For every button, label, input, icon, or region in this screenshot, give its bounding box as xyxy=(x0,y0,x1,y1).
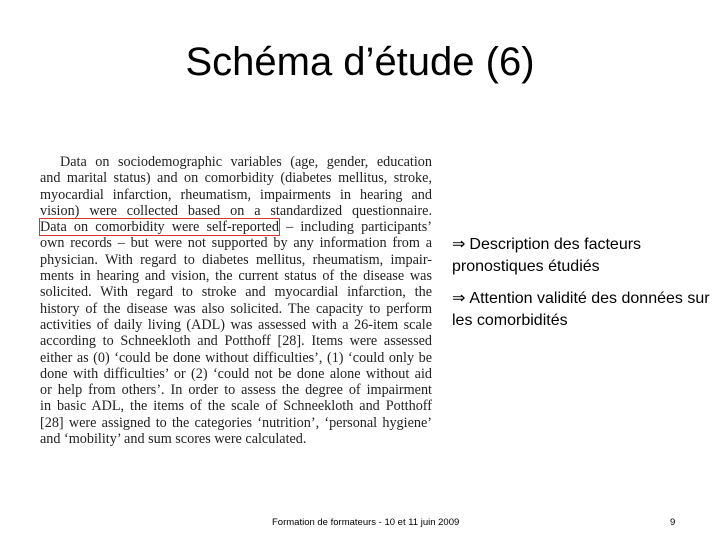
excerpt-line: in basic ADL, the items of the scale of Schneekloth and Potthoff xyxy=(40,398,432,415)
excerpt-line: physician. With regard to diabetes mellitus, rheumatism, impair- xyxy=(40,251,432,268)
excerpt-line: myocardial infarction, rheumatism, impairments in hearing and xyxy=(40,186,432,203)
highlight-box: Data on comorbidity were self-reported xyxy=(40,219,279,236)
excerpt-line: activities of daily living (ADL) was assessed with a 26-item scale xyxy=(40,316,432,333)
excerpt-line: [28] were assigned to the categories ‘nutrition’, ‘personal hygiene’ xyxy=(40,414,432,431)
excerpt-line: done with difficulties’ or (2) ‘could not be done alone without aid xyxy=(40,365,432,382)
bullet-item xyxy=(452,288,714,332)
page-number: 9 xyxy=(670,517,676,528)
slide-footer: Formation de formateurs - 10 et 11 juin 2009 xyxy=(272,517,460,528)
excerpt-line: solicited. With regard to stroke and myocardial infarction, the xyxy=(40,284,432,301)
excerpt-line: Data on sociodemographic variables (age, gender, education xyxy=(60,154,432,170)
excerpt-line: history of the disease was also solicited. The capacity to perform xyxy=(40,300,432,317)
excerpt-line: according to Schneekloth and Potthoff [28]. Items were assessed xyxy=(40,333,432,350)
excerpt-line: either as (0) ‘could be done without difficulties’, (1) ‘could only be xyxy=(40,349,432,366)
bullet-text: Description des facteurs pronostiques étudiés xyxy=(452,236,642,275)
excerpt-line: own records – but were not supported by any information from a xyxy=(40,235,432,252)
excerpt-line: or help from others’. In order to assess the degree of impairment xyxy=(40,382,432,399)
excerpt-line: and marital status) and on comorbidity (diabetes mellitus, stroke, xyxy=(40,170,432,187)
excerpt-line: ments in hearing and vision, the current status of the disease was xyxy=(40,268,432,285)
highlight-continuation: – including participants’ xyxy=(278,219,432,236)
implies-arrow-icon: ⇒ xyxy=(452,236,466,253)
bullet-text: Attention validité des données sur les comorbidités xyxy=(452,290,710,329)
paper-excerpt xyxy=(40,154,432,447)
implies-arrow-icon: ⇒ xyxy=(452,290,466,307)
bullet-item xyxy=(452,234,714,278)
excerpt-line: and ‘mobility’ and sum scores were calculated. xyxy=(40,431,307,448)
bullet-list xyxy=(452,234,714,342)
slide-title: Schéma d’étude (6) xyxy=(185,40,535,84)
excerpt-line-highlighted xyxy=(40,219,432,235)
excerpt-line: vision) were collected based on a standardized questionnaire. xyxy=(40,202,432,219)
